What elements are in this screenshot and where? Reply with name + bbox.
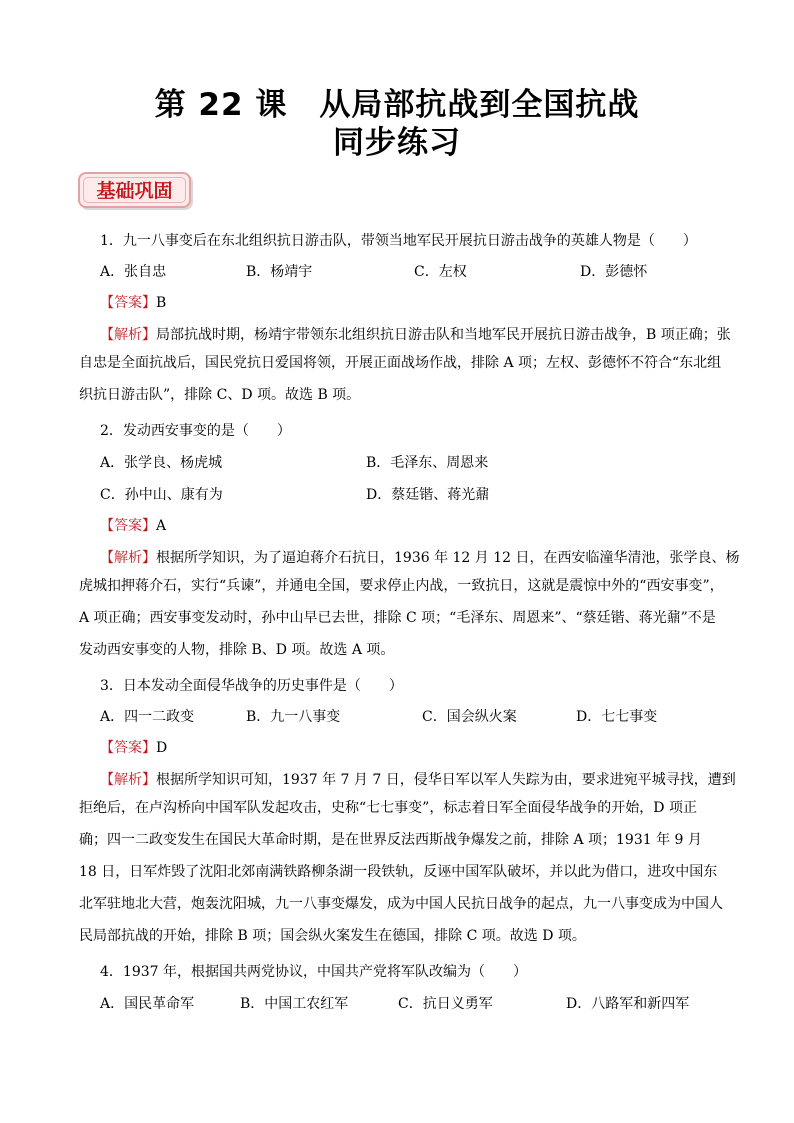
- question-2-option-d: D．蔡廷锴、蒋光鼐: [366, 487, 490, 503]
- question-2-option-a: A．张学良、杨虎城: [100, 455, 223, 471]
- question-2-option-c: C．孙中山、康有为: [100, 487, 223, 503]
- question-1-stem: 1．九一八事变后在东北组织抗日游击队，带领当地军民开展抗日游击战争的英雄人物是（ ）: [100, 233, 697, 249]
- question-1-analysis-first: 【解析】局部抗战时期，杨靖宇带领东北组织抗日游击队和当地军民开展抗日游击战争，B 项正确；张: [100, 327, 731, 343]
- answer-value: D: [156, 740, 168, 756]
- dots-decoration-icon: [84, 165, 110, 172]
- question-2-analysis-rest: 虎城扣押蒋介石，实行“兵谏”，并通电全国，要求停止内战，一致抗日，这就是震惊中外的“西安事变”，A 项正确；西安事变发动时，孙中山早已去世，排除 C 项；“毛泽东、周恩来”、“蔡廷锴、蒋光鼐”不是发动西安事变的人物，排除 B、D 项。故选 A 项。: [79, 578, 724, 658]
- question-1-analysis-rest: 自忠是全面抗战后，国民党抗日爱国将领，开展正面战场作战，排除 A 项；左权、彭德怀不符合“东北组织抗日游击队”，排除 C、D 项。故选 B 项。: [79, 355, 722, 403]
- question-3-analysis-first: 【解析】根据所学知识可知，1937 年 7 月 7 日，侵华日军以军人失踪为由，要求进宛平城寻找，遭到: [100, 772, 736, 788]
- question-3-option-a: A．四一二政变: [100, 709, 195, 725]
- page-title: 第 22 课 从局部抗战到全国抗战: [154, 87, 640, 123]
- question-2-answer: [100, 515, 166, 535]
- question-4-option-c: C．抗日义勇军: [398, 996, 493, 1012]
- question-2-stem: 2．发动西安事变的是（ ）: [100, 423, 291, 439]
- analysis-label: 【解析】: [100, 550, 156, 566]
- question-4-option-b: B．中国工农红军: [240, 996, 349, 1012]
- question-1-option-a: A．张自忠: [100, 264, 167, 280]
- page-subtitle: 同步练习: [333, 125, 461, 161]
- analysis-label: 【解析】: [100, 327, 156, 343]
- question-1-option-d: D．彭德怀: [580, 264, 648, 280]
- question-1-answer: [100, 292, 166, 312]
- answer-value: A: [156, 518, 167, 534]
- analysis-label: 【解析】: [100, 772, 156, 788]
- question-1-option-c: C．左权: [414, 264, 467, 280]
- question-3-answer: [100, 737, 167, 757]
- question-3-option-d: D．七七事变: [576, 709, 658, 725]
- answer-label: 【答案】: [100, 518, 156, 534]
- question-2-option-b: B．毛泽东、周恩来: [366, 455, 489, 471]
- question-3-option-b: B．九一八事变: [246, 709, 341, 725]
- question-4-option-d: D．八路军和新四军: [566, 996, 690, 1012]
- question-4-option-a: A．国民革命军: [100, 996, 195, 1012]
- answer-label: 【答案】: [100, 295, 156, 311]
- answer-label: 【答案】: [100, 740, 156, 756]
- question-3-stem: 3．日本发动全面侵华战争的历史事件是（ ）: [100, 678, 403, 694]
- question-3-option-c: C．国会纵火案: [422, 709, 517, 725]
- question-3-analysis-rest: 拒绝后，在卢沟桥向中国军队发起攻击，史称“七七事变”，标志着日军全面侵华战争的开始，D 项正确；四一二政变发生在国民大革命时期，是在世界反法西斯战争爆发之前，排除 A 项；1931 年 9 月 18 日，日军炸毁了沈阳北郊南满铁路柳条湖一段铁轨，反诬中国军队破坏，并以此为借口，进攻中国东北军驻地北大营，炮轰沈阳城，九一八事变爆发，成为中国人民抗日战争的起点，九一八事变成为中国人民局部抗战的开始，排除 B 项；国会纵火案发生在德国，排除 C 项。故选 D 项。: [79, 800, 723, 944]
- question-4-stem: 4．1937 年，根据国共两党协议，中国共产党将军队改编为（ ）: [100, 964, 527, 980]
- answer-value: B: [156, 295, 167, 311]
- question-2-analysis-first: 【解析】根据所学知识，为了逼迫蒋介石抗日，1936 年 12 月 12 日，在西安临潼华清池，张学良、杨: [100, 550, 740, 566]
- section-badge-label: 基础巩固: [83, 177, 186, 203]
- question-1-option-b: B．杨靖宇: [246, 264, 313, 280]
